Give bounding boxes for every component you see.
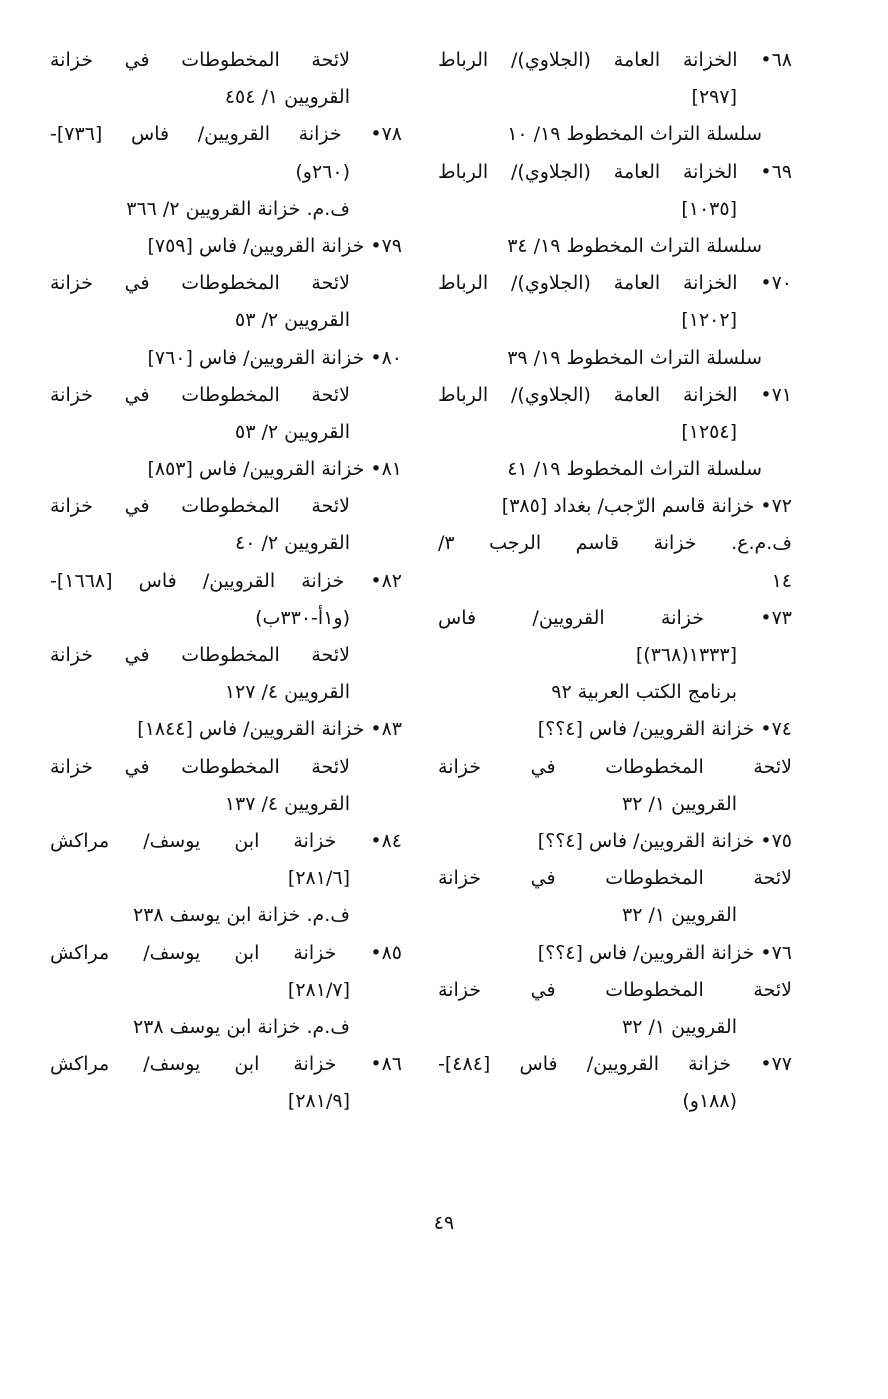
entry-heading-line: ٧١• الخزانة العامة (الجلاوي)/ الرباط	[438, 383, 792, 406]
entry-line: [٢٩٧]	[691, 86, 737, 109]
entry-line: القرويين ٤/ ١٢٧	[224, 681, 350, 704]
entry-line: (و١أ-٣٣٠ب)	[255, 606, 350, 629]
left-entry	[50, 823, 402, 935]
entry-heading-line: ٨٤• خزانة ابن يوسف/ مراكش	[50, 829, 402, 852]
right-entry	[438, 600, 792, 712]
entry-line: لائحة المخطوطات في خزانة	[50, 644, 350, 666]
entry-line: (٢٦٠و)	[295, 160, 350, 183]
entry-line: القرويين ٢/ ٤٠	[235, 532, 350, 555]
right-entry	[438, 1046, 792, 1120]
entry-line: [٢٨١/٩]	[287, 1090, 350, 1113]
entry-line: لائحة المخطوطات في خزانة	[438, 755, 792, 778]
entry-line: لائحة المخطوطات في خزانة	[50, 495, 350, 518]
left-entry	[50, 935, 402, 1047]
page-number: ٤٩	[433, 1212, 455, 1234]
left-entry	[50, 563, 402, 712]
entry-line: [٢٨١/٧]	[287, 978, 350, 1001]
entry-line: لائحة المخطوطات في خزانة	[50, 755, 350, 778]
entry-line: سلسلة التراث المخطوط ١٩/ ٣٤	[507, 234, 762, 257]
entry-heading-line: ٨٣• خزانة القرويين/ فاس [١٨٤٤]	[137, 718, 402, 741]
right-entry	[438, 935, 792, 1047]
right-entry	[438, 488, 792, 600]
entry-line: ف.م. خزانة ابن يوسف ٢٣٨	[132, 904, 350, 927]
entry-line: برنامج الكتب العربية ٩٢	[551, 681, 737, 704]
entry-heading-line: ٦٨• الخزانة العامة (الجلاوي)/ الرباط	[438, 49, 792, 71]
entry-line: لائحة المخطوطات في خزانة	[50, 383, 350, 406]
left-entry	[50, 116, 402, 228]
entry-line: القرويين ١/ ٣٢	[622, 792, 737, 815]
left-entry	[50, 451, 402, 563]
entry-line: لائحة المخطوطات في خزانة	[438, 867, 792, 890]
entry-heading-line: ٧٥• خزانة القرويين/ فاس [٤؟؟]	[537, 829, 792, 852]
left-entry	[50, 340, 402, 452]
entry-line: [٢٨١/٦]	[287, 867, 350, 890]
entry-line: لائحة المخطوطات في خزانة	[50, 272, 350, 295]
entry-heading-line: ٧٠• الخزانة العامة (الجلاوي)/ الرباط	[438, 272, 792, 295]
right-entry	[438, 377, 792, 489]
left-column	[50, 42, 402, 1120]
right-entry	[438, 823, 792, 935]
right-column	[438, 42, 792, 1120]
right-entry	[438, 265, 792, 377]
entry-line: لائحة المخطوطات في خزانة	[438, 978, 792, 1001]
entry-line: [١٣٣٣(٣٦٨)]	[635, 644, 737, 666]
entry-line: القرويين ٢/ ٥٣	[235, 420, 350, 443]
entry-heading-line: ٧٦• خزانة القرويين/ فاس [٤؟؟]	[537, 941, 792, 964]
entry-heading-line: ٧٨• خزانة القرويين/ فاس [٧٣٦]-	[50, 123, 402, 146]
entry-heading-line: ٧٤• خزانة القرويين/ فاس [٤؟؟]	[537, 718, 792, 741]
entry-heading-line: ٧٧• خزانة القرويين/ فاس [٤٨٤]-	[438, 1053, 792, 1076]
entry-line: ف.م.ع. خزانة قاسم الرجب ٣/	[438, 532, 792, 555]
entry-line: ف.م. خزانة القرويين ٢/ ٣٦٦	[126, 197, 350, 220]
entry-line: القرويين ١/ ٤٥٤	[224, 86, 350, 109]
entry-heading-line: ٨٠• خزانة القرويين/ فاس [٧٦٠]	[147, 346, 402, 369]
entry-line: (١٨٨و)	[682, 1090, 737, 1113]
entry-heading-line: ٨٦• خزانة ابن يوسف/ مراكش	[50, 1053, 402, 1076]
left-entry	[50, 42, 402, 116]
left-entry	[50, 1046, 402, 1120]
entry-heading-line: ٨٥• خزانة ابن يوسف/ مراكش	[50, 941, 402, 964]
entry-line: القرويين ٤/ ١٣٧	[224, 792, 350, 815]
entry-heading-line: ٧٢• خزانة قاسم الرّجب/ بغداد [٣٨٥]	[501, 495, 792, 518]
entry-heading-line: ٧٣• خزانة القرويين/ فاس	[438, 606, 792, 629]
left-entry	[50, 228, 402, 340]
entry-heading-line: ٦٩• الخزانة العامة (الجلاوي)/ الرباط	[438, 160, 792, 183]
entry-line: سلسلة التراث المخطوط ١٩/ ٤١	[507, 458, 762, 481]
entry-line: [١٠٣٥]	[681, 197, 737, 220]
entry-line: القرويين ١/ ٣٢	[622, 1015, 737, 1038]
entry-line: سلسلة التراث المخطوط ١٩/ ٣٩	[507, 346, 762, 369]
entry-line: ف.م. خزانة ابن يوسف ٢٣٨	[132, 1015, 350, 1038]
right-entry	[438, 711, 792, 823]
entry-heading-line: ٨٢• خزانة القرويين/ فاس [١٦٦٨]-	[50, 569, 402, 592]
entry-line: [١٢٠٢]	[681, 309, 737, 332]
entry-line: [١٢٥٤]	[681, 420, 737, 443]
entry-line: القرويين ٢/ ٥٣	[235, 309, 350, 332]
entry-heading-line: ٨١• خزانة القرويين/ فاس [٨٥٣]	[147, 458, 402, 481]
entry-line: سلسلة التراث المخطوط ١٩/ ١٠	[507, 123, 762, 146]
entry-line: القرويين ١/ ٣٢	[622, 904, 737, 927]
entry-line: ١٤	[771, 569, 792, 592]
right-entry	[438, 154, 792, 266]
right-entry	[438, 42, 792, 154]
entry-heading-line: ٧٩• خزانة القرويين/ فاس [٧٥٩]	[147, 234, 402, 257]
left-entry	[50, 711, 402, 823]
entry-heading-line: لائحة المخطوطات في خزانة	[50, 49, 350, 71]
